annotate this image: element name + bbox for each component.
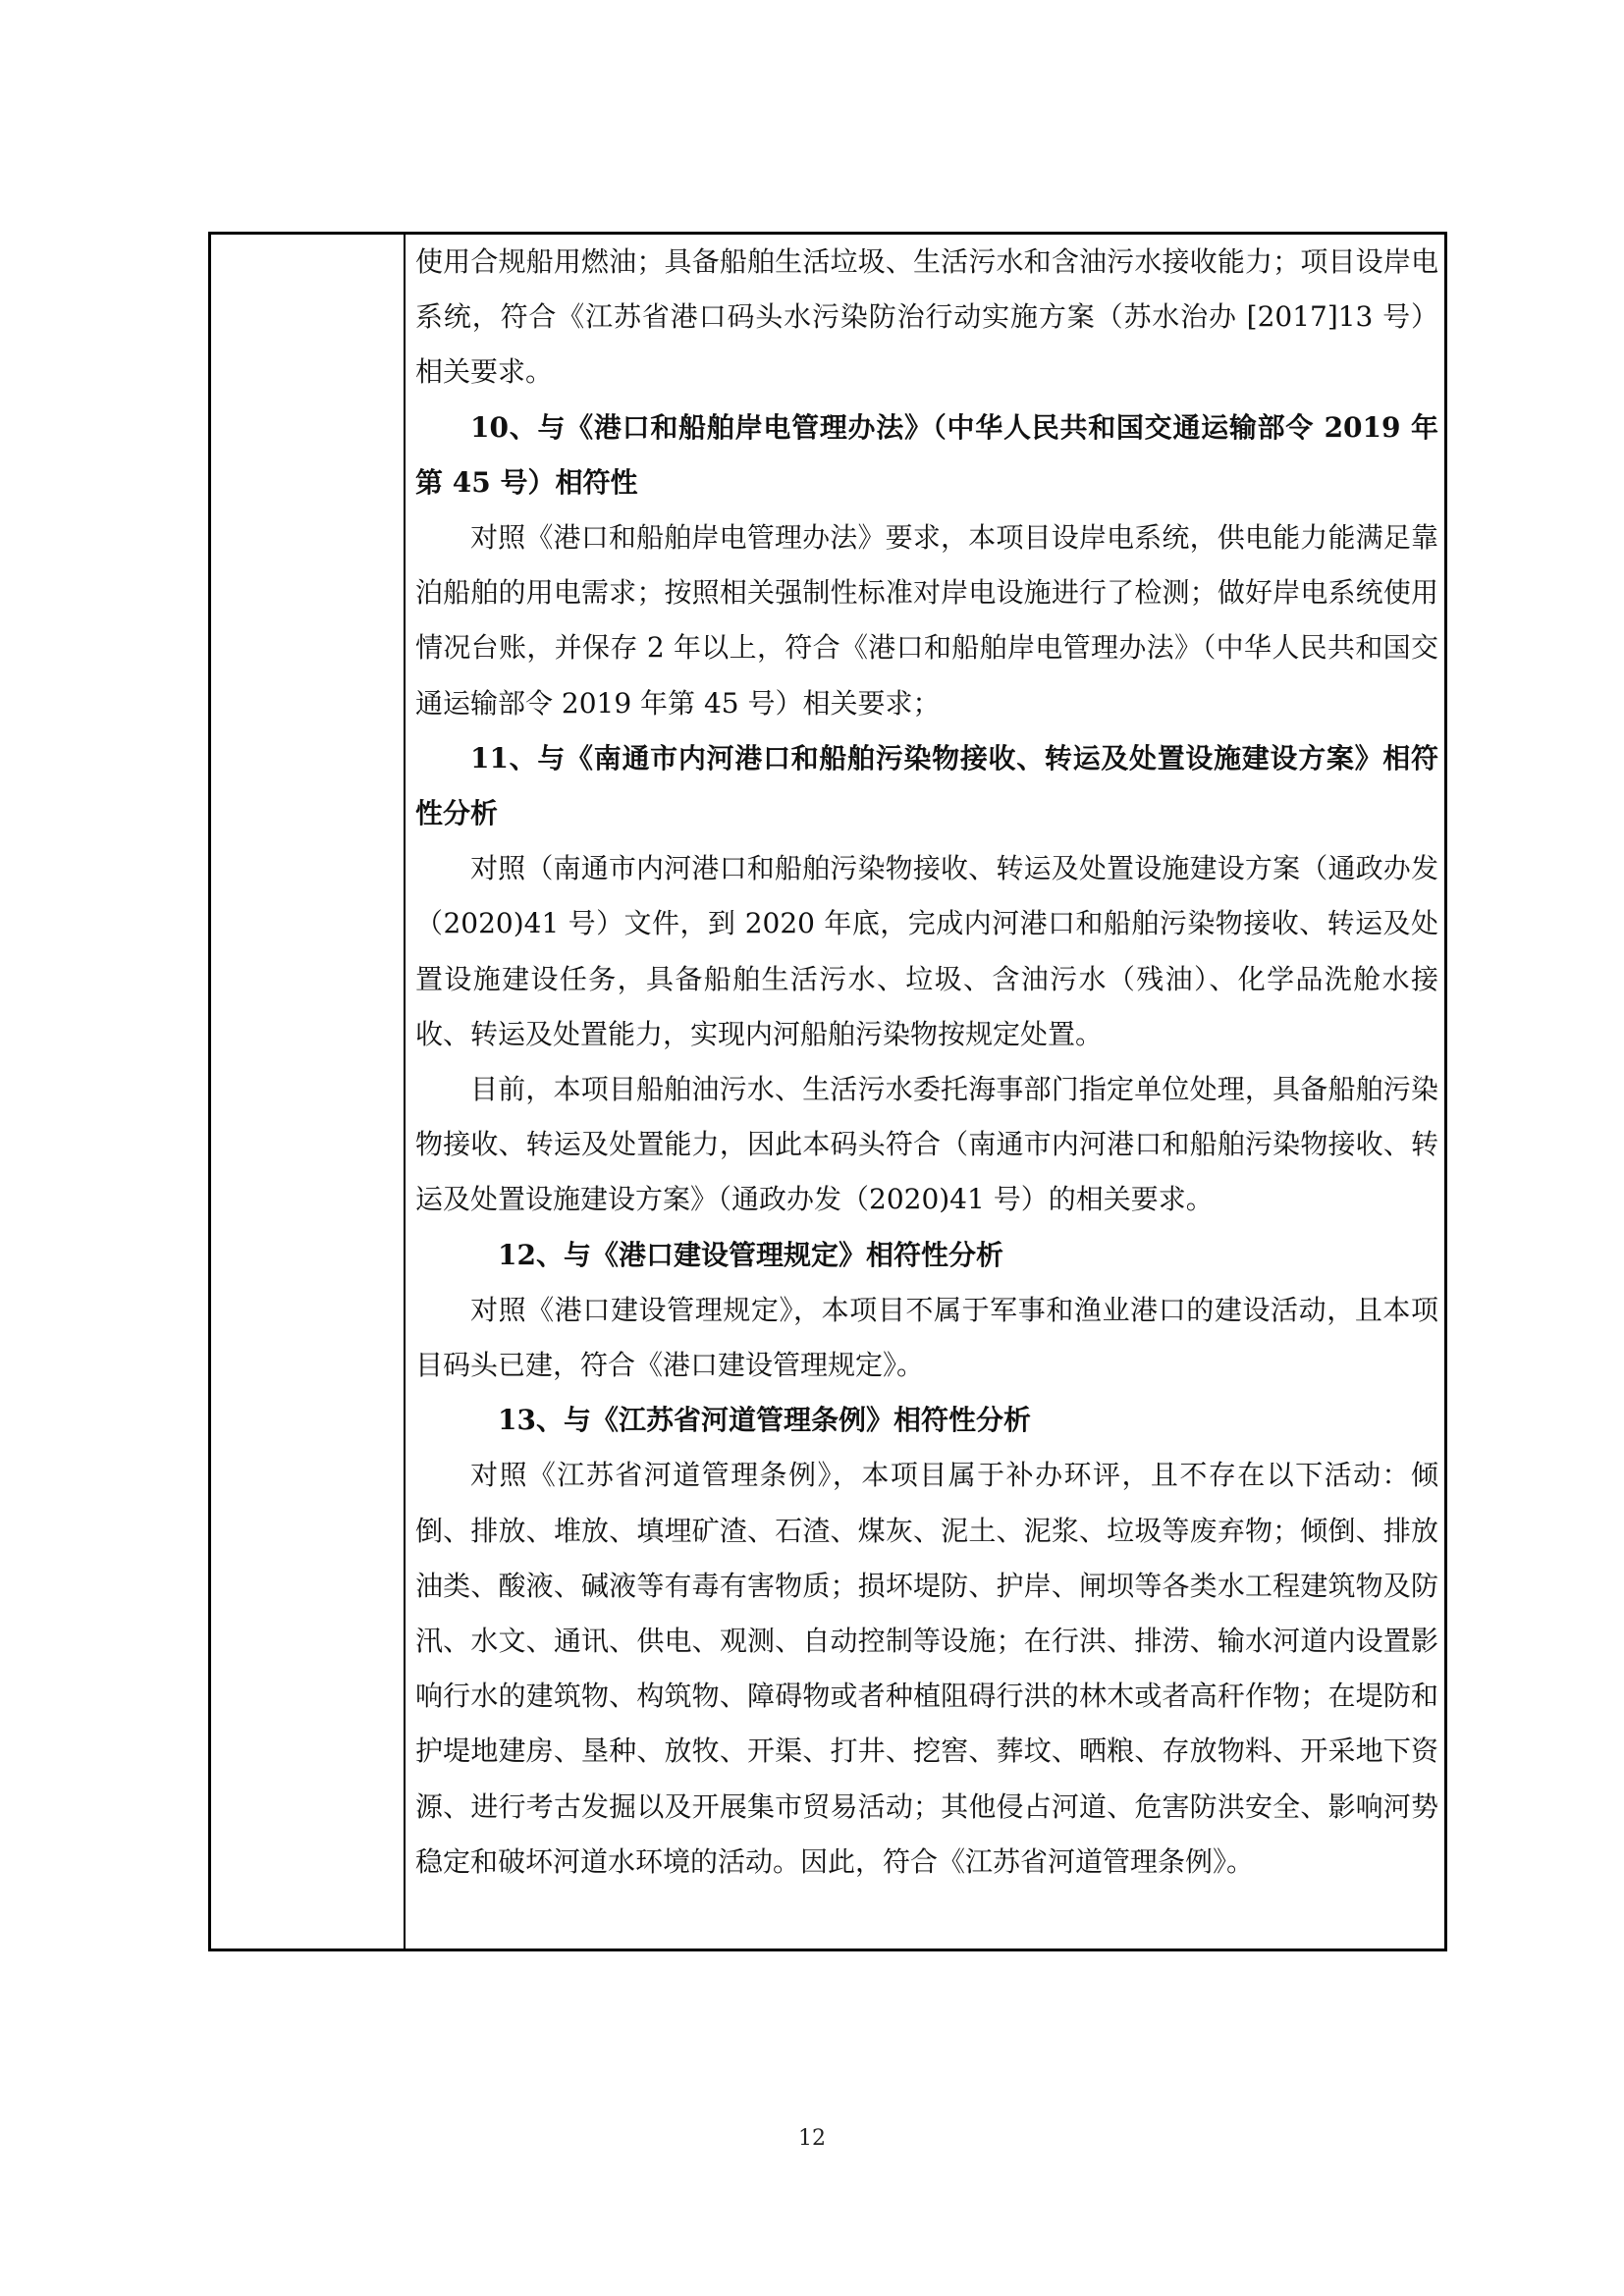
paragraph-nantong-plan: 对照（南通市内河港口和船舶污染物接收、转运及处置设施建设方案（通政办发（2020)41 号）文件，到 2020 年底，完成内河港口和船舶污染物接收、转运及处置设施建设任务，具备船舶生活污水、垃圾、含油污水（残油）、化学品洗舱水接收、转运及处置能力，实现内河船舶污染物按规定处置。 xyxy=(415,852,1438,1050)
section-heading-10: 10、与《港口和船舶岸电管理办法》（中华人民共和国交通运输部令 2019 年第 45 号）相符性 xyxy=(415,410,1438,499)
table-content-cell xyxy=(407,235,1444,1890)
page-number: 12 xyxy=(798,2126,826,2151)
section-heading-11: 11、与《南通市内河港口和船舶污染物接收、转运及处置设施建设方案》相符性分析 xyxy=(415,741,1438,830)
paragraph-shore-power: 对照《港口和船舶岸电管理办法》要求，本项目设岸电系统，供电能力能满足靠泊船舶的用电需求；按照相关强制性标准对岸电设施进行了检测；做好岸电系统使用情况台账，并保存 2 年以上，符合《港口和船舶岸电管理办法》（中华人民共和国交通运输部令 2019 年第 45 号）相关要求； xyxy=(415,521,1438,720)
paragraph-port-construction: 对照《港口建设管理规定》，本项目不属于军事和渔业港口的建设活动，且本项目码头已建，符合《港口建设管理规定》。 xyxy=(415,1293,1438,1382)
paragraph-continuation: 使用合规船用燃油；具备船舶生活垃圾、生活污水和含油污水接收能力；项目设岸电系统，符合《江苏省港口码头水污染防治行动实施方案（苏水治办 [2017]13 号）相关要求。 xyxy=(415,245,1438,389)
section-heading-12: 12、与《港口建设管理规定》相符性分析 xyxy=(498,1238,1003,1271)
section-heading-13: 13、与《江苏省河道管理条例》相符性分析 xyxy=(498,1404,1031,1437)
document-table xyxy=(208,232,1447,1951)
table-left-column xyxy=(211,235,406,1949)
paragraph-current-status: 目前，本项目船舶油污水、生活污水委托海事部门指定单位处理，具备船舶污染物接收、转运及处置能力，因此本码头符合（南通市内河港口和船舶污染物接收、转运及处置设施建设方案》（通政办发（2020)41 号）的相关要求。 xyxy=(415,1073,1438,1216)
paragraph-river-management: 对照《江苏省河道管理条例》，本项目属于补办环评，且不存在以下活动：倾倒、排放、堆放、填埋矿渣、石渣、煤灰、泥土、泥浆、垃圾等废弃物；倾倒、排放油类、酸液、碱液等有毒有害物质；损坏堤防、护岸、闸坝等各类水工程建筑物及防汛、水文、通讯、供电、观测、自动控制等设施；在行洪、排涝、输水河道内设置影响行水的建筑物、构筑物、障碍物或者种植阻碍行洪的林木或者高秆作物；在堤防和护堤地建房、垦种、放牧、开渠、打井、挖窖、葬坟、晒粮、存放物料、开采地下资源、进行考古发掘以及开展集市贸易活动；其他侵占河道、危害防洪安全、影响河势稳定和破坏河道水环境的活动。因此，符合《江苏省河道管理条例》。 xyxy=(415,1459,1438,1878)
